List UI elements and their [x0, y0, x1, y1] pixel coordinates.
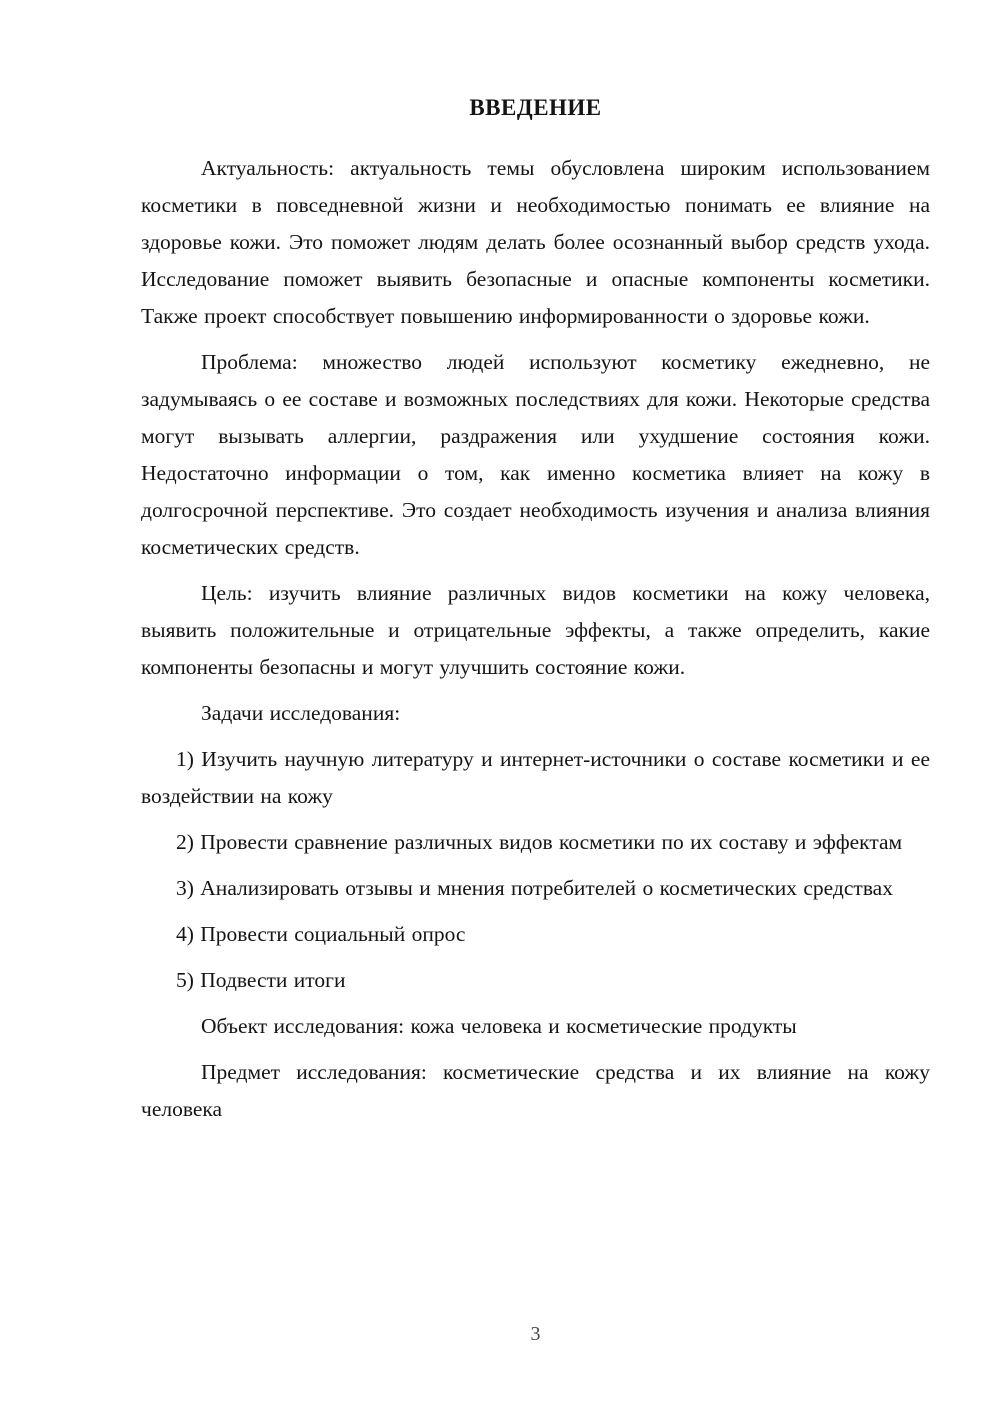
task-item-2: 2) Провести сравнение различных видов косметики по их составу и эффектам — [176, 830, 903, 854]
tasks-heading: Задачи исследования: — [201, 701, 401, 725]
document-content — [141, 94, 930, 1137]
task-item-3: 3) Анализировать отзывы и мнения потребителей о косметических средствах — [176, 876, 893, 900]
paragraph-problem: Проблема: множество людей используют косметику ежедневно, не задумываясь о ее составе и возможных последствиях для кожи. Некоторые средства могут вызывать аллергии, раздражения или ухудшение состояния кожи. Недостаточно информации о том, как именно косметика влияет на кожу в долгосрочной перспективе. Это создает необходимость изучения и анализа влияния косметических средств. — [141, 350, 930, 559]
page-title: ВВЕДЕНИЕ — [469, 95, 602, 120]
task-item-1: 1) Изучить научную литературу и интернет-источники о составе косметики и ее воздействии на кожу — [141, 747, 930, 808]
paragraph-goal: Цель: изучить влияние различных видов косметики на кожу человека, выявить положительные и отрицательные эффекты, а также определить, какие компоненты безопасны и могут улучшить состояние кожи. — [141, 581, 930, 679]
paragraph-object: Объект исследования: кожа человека и косметические продукты — [201, 1014, 797, 1038]
paragraph-relevance: Актуальность: актуальность темы обусловлена широким использованием косметики в повседневной жизни и необходимостью понимать ее влияние на здоровье кожи. Это поможет людям делать более осознанный выбор средств ухода. Исследование поможет выявить безопасные и опасные компоненты косметики. Также проект способствует повышению информированности о здоровье кожи. — [141, 156, 930, 328]
paragraph-subject: Предмет исследования: косметические средства и их влияние на кожу человека — [141, 1060, 930, 1121]
task-item-4: 4) Провести социальный опрос — [176, 922, 466, 946]
task-item-5: 5) Подвести итоги — [176, 968, 346, 992]
page-number: 3 — [530, 1323, 541, 1345]
